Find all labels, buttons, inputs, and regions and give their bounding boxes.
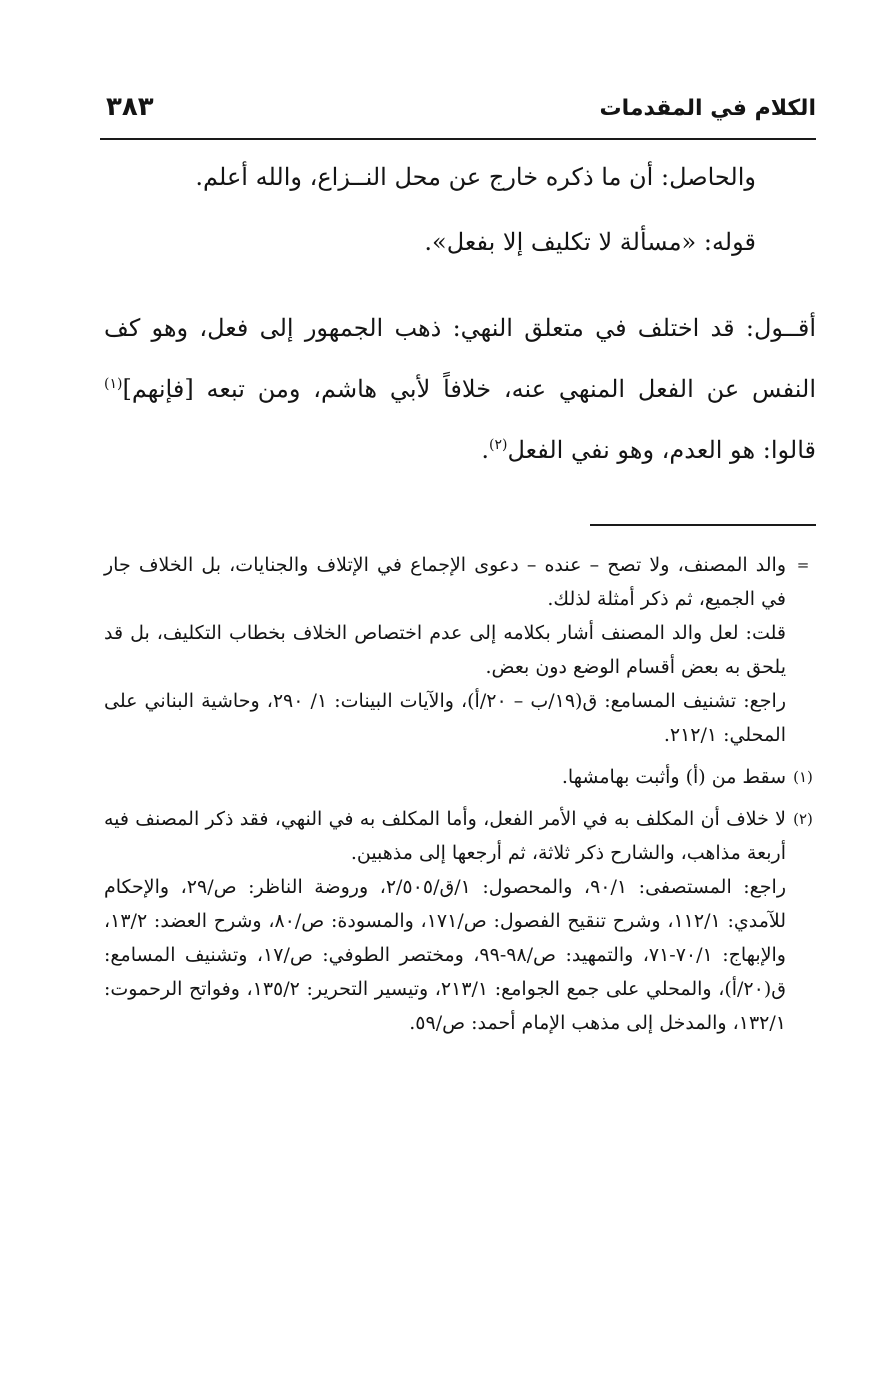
main-text <box>104 150 756 260</box>
footnote-1-text: سقط من (أ) وأثبت بهامشها. <box>561 766 786 788</box>
paragraph-discussion <box>104 298 816 481</box>
paragraph-conclusion: والحاصل: أن ما ذكره خارج عن محل النــزاع، والله أعلم. <box>195 163 756 191</box>
discussion-text: أقــول: قد اختلف في متعلق النهي: ذهب الجمهور إلى فعل، وهو كف النفس عن الفعل المنهي عنه، خلافاً لأبي هاشم، ومن تبعه [فإنهم] <box>104 314 816 403</box>
footnote-2 <box>104 802 816 1040</box>
footnote-1 <box>104 760 816 794</box>
footnotes <box>104 548 816 1040</box>
footnote-ref-1[interactable]: (١) <box>104 376 123 392</box>
footnote-paragraph: قلت: لعل والد المصنف أشار بكلامه إلى عدم اختصاص الخلاف بخطاب التكليف، بل قد يلحق به بعض أقسام الوضع دون بعض. <box>104 622 786 678</box>
page-number: ٣٨٣ <box>106 92 154 122</box>
page-header <box>100 88 816 140</box>
footnote-2-text: لا خلاف أن المكلف به في الأمر الفعل، وأما المكلف به في النهي، فقد ذكر المصنف فيه أربعة مذاهب، والشارح ذكر ثلاثة، ثم أرجعها إلى مذهبين. <box>104 808 786 864</box>
paragraph-quote-heading: قوله: «مسألة لا تكليف إلا بفعل». <box>424 228 756 256</box>
footnote-continued <box>104 548 816 752</box>
footnote-paragraph: راجع: تشنيف المسامع: ق(١٩/ب – ٢٠/أ)، والآيات البينات: ١/ ٢٩٠، وحاشية البناني على المحلي: ٢١٢/١. <box>104 690 786 746</box>
continuation-mark: = <box>796 556 810 574</box>
discussion-end: . <box>481 436 489 464</box>
footnote-2-references: راجع: المستصفى: ٩٠/١، والمحصول: ١/ق/٢/٥٠٥، وروضة الناظر: ص/٢٩، والإحكام للآمدي: ١١٢/١، وشرح تنقيح الفصول: ص/١٧١، والمسودة: ص/٨٠، وشرح العضد: ١٣/٢، والإبهاج: ٧٠/١-٧١، والتمهيد: ص/٩٨-٩٩، ومختصر الطوفي: ص/١٧، وتشنيف المسامع: ق(٢٠/أ)، والمحلي على جمع الجوامع: ٢١٣/١، وتيسير التحرير: ١٣٥/٢، وفواتح الرحموت: ١٣٢/١، والمدخل إلى مذهب الإمام أحمد: ص/٥٩. <box>104 876 786 1034</box>
footnote-ref-2[interactable]: (٢) <box>488 437 508 453</box>
running-title: الكلام في المقدمات <box>599 96 816 121</box>
footnote-1-mark: (١) <box>793 768 813 786</box>
discussion-continuation: قالوا: هو العدم، وهو نفي الفعل <box>507 436 816 464</box>
footnote-2-mark: (٢) <box>793 810 813 828</box>
footnote-paragraph: والد المصنف، ولا تصح – عنده – دعوى الإجماع في الإتلاف والجنايات، بل الخلاف جار في الجميع، ثم ذكر أمثلة لذلك. <box>104 554 786 610</box>
footnote-separator <box>590 524 816 526</box>
